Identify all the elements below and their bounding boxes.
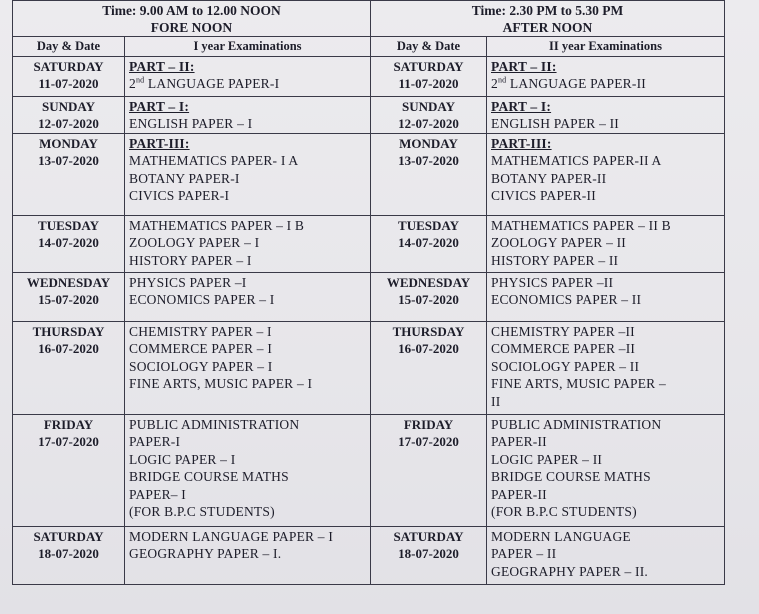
timetable-body bbox=[13, 56, 725, 584]
subjects-first bbox=[125, 272, 371, 321]
day-name: SATURDAY bbox=[33, 528, 104, 544]
subjects-second bbox=[487, 56, 725, 96]
subject-line: PART – I: bbox=[129, 98, 190, 114]
subject-line: PAPER-II bbox=[491, 434, 547, 449]
session-header-row bbox=[13, 1, 725, 37]
col-first-year: I year Examinations bbox=[125, 37, 371, 57]
table-row bbox=[13, 321, 725, 414]
afternoon-time: Time: 2.30 PM to 5.30 PM bbox=[471, 3, 624, 18]
subjects-first bbox=[125, 321, 371, 414]
day-date-second bbox=[371, 414, 487, 526]
day-date-second bbox=[371, 321, 487, 414]
subject-line: GEOGRAPHY PAPER – I. bbox=[129, 546, 282, 561]
forenoon-label: FORE NOON bbox=[150, 20, 233, 35]
subject-line: PAPER– I bbox=[129, 486, 186, 502]
day-date-first bbox=[13, 133, 125, 215]
table-row bbox=[13, 56, 725, 96]
exam-date: 17-07-2020 bbox=[38, 433, 99, 449]
subjects-first bbox=[125, 414, 371, 526]
subject-line: II bbox=[491, 393, 501, 409]
subject-line: PART-III: bbox=[129, 135, 190, 151]
day-name: THURSDAY bbox=[32, 323, 105, 339]
forenoon-header bbox=[13, 1, 371, 37]
exam-timetable bbox=[12, 0, 725, 585]
subject-line: SOCIOLOGY PAPER – II bbox=[491, 358, 640, 374]
day-name: SUNDAY bbox=[42, 98, 95, 114]
day-name: WEDNESDAY bbox=[26, 274, 111, 290]
day-date-first bbox=[13, 414, 125, 526]
exam-date: 15-07-2020 bbox=[38, 291, 99, 307]
day-name: SATURDAY bbox=[393, 528, 464, 544]
subject-text: LANGUAGE PAPER-I bbox=[144, 76, 280, 91]
subject-line: (FOR B.P.C STUDENTS) bbox=[491, 504, 637, 519]
subject-line: PAPER-I bbox=[129, 434, 181, 449]
exam-date: 13-07-2020 bbox=[38, 152, 99, 168]
day-name: TUESDAY bbox=[38, 217, 99, 233]
table-row bbox=[13, 133, 725, 215]
day-date-first bbox=[13, 96, 125, 133]
subjects-second bbox=[487, 133, 725, 215]
table-row bbox=[13, 96, 725, 133]
ordinal-number: 2 bbox=[129, 76, 136, 91]
forenoon-time: Time: 9.00 AM to 12.00 NOON bbox=[102, 3, 281, 18]
subject-line: MODERN LANGUAGE PAPER – I bbox=[129, 528, 334, 544]
subject-line: PAPER – II bbox=[491, 546, 557, 561]
subject-line: BRIDGE COURSE MATHS bbox=[129, 469, 289, 484]
ordinal-suffix: nd bbox=[135, 75, 145, 85]
day-name: MONDAY bbox=[39, 135, 98, 151]
subject-line: COMMERCE PAPER –II bbox=[491, 341, 636, 356]
day-name: FRIDAY bbox=[403, 416, 454, 432]
subject-line: (FOR B.P.C STUDENTS) bbox=[129, 504, 275, 519]
subject-line: GEOGRAPHY PAPER – II. bbox=[491, 563, 648, 579]
day-date-first bbox=[13, 272, 125, 321]
subjects-second bbox=[487, 526, 725, 584]
subjects-first bbox=[125, 96, 371, 133]
exam-date: 18-07-2020 bbox=[38, 545, 99, 561]
subject-line: MATHEMATICS PAPER- I A bbox=[129, 153, 299, 168]
afternoon-label: AFTER NOON bbox=[502, 20, 593, 35]
subject-line: PUBLIC ADMINISTRATION bbox=[491, 416, 662, 432]
day-date-first bbox=[13, 526, 125, 584]
subject-line: CIVICS PAPER-II bbox=[491, 188, 596, 203]
subject-line: ECONOMICS PAPER – II bbox=[491, 292, 642, 307]
day-name: THURSDAY bbox=[392, 323, 465, 339]
day-date-second bbox=[371, 56, 487, 96]
subject-line: FINE ARTS, MUSIC PAPER – I bbox=[129, 376, 313, 391]
subject-line: SOCIOLOGY PAPER – I bbox=[129, 358, 273, 374]
day-name: MONDAY bbox=[399, 135, 458, 151]
exam-date: 14-07-2020 bbox=[38, 234, 99, 250]
col-day-date: Day & Date bbox=[13, 37, 125, 57]
day-date-second bbox=[371, 215, 487, 272]
day-date-first bbox=[13, 321, 125, 414]
subject-line: BRIDGE COURSE MATHS bbox=[491, 469, 651, 484]
exam-date: 15-07-2020 bbox=[398, 291, 459, 307]
subject-line: COMMERCE PAPER – I bbox=[129, 341, 273, 356]
col-day-date-2: Day & Date bbox=[371, 37, 487, 57]
subject-line: ENGLISH PAPER – II bbox=[491, 116, 619, 131]
subject-line: CHEMISTRY PAPER –II bbox=[491, 323, 635, 339]
subject-line bbox=[491, 75, 720, 93]
subject-line: ZOOLOGY PAPER – I bbox=[129, 235, 260, 250]
subject-line: PHYSICS PAPER –I bbox=[129, 274, 247, 290]
subject-line bbox=[129, 75, 366, 93]
exam-date: 11-07-2020 bbox=[398, 75, 459, 91]
subject-line: LOGIC PAPER – II bbox=[491, 451, 603, 467]
day-name: TUESDAY bbox=[398, 217, 459, 233]
subject-line: MODERN LANGUAGE bbox=[491, 528, 631, 544]
subject-line: ZOOLOGY PAPER – II bbox=[491, 235, 626, 250]
subject-line: PART – II: bbox=[491, 58, 557, 74]
subject-line: MATHEMATICS PAPER-II A bbox=[491, 153, 662, 168]
ordinal-number: 2 bbox=[491, 76, 498, 91]
day-date-first bbox=[13, 215, 125, 272]
subjects-first bbox=[125, 215, 371, 272]
subject-line: FINE ARTS, MUSIC PAPER – bbox=[491, 376, 666, 391]
subjects-first bbox=[125, 526, 371, 584]
exam-date: 16-07-2020 bbox=[38, 340, 99, 356]
subject-line: PART – II: bbox=[129, 58, 195, 74]
subjects-first bbox=[125, 56, 371, 96]
exam-date: 17-07-2020 bbox=[398, 433, 459, 449]
subject-line: PHYSICS PAPER –II bbox=[491, 274, 614, 290]
day-name: SATURDAY bbox=[393, 58, 464, 74]
subject-line: ECONOMICS PAPER – I bbox=[129, 292, 275, 307]
table-row bbox=[13, 215, 725, 272]
day-name: WEDNESDAY bbox=[386, 274, 471, 290]
subject-line: HISTORY PAPER – I bbox=[129, 252, 252, 268]
table-row bbox=[13, 272, 725, 321]
subject-line: BOTANY PAPER-II bbox=[491, 170, 607, 186]
subject-line: HISTORY PAPER – II bbox=[491, 252, 619, 268]
ordinal-suffix: nd bbox=[497, 75, 507, 85]
subjects-second bbox=[487, 96, 725, 133]
day-name: SUNDAY bbox=[402, 98, 455, 114]
subjects-second bbox=[487, 215, 725, 272]
day-date-second bbox=[371, 526, 487, 584]
table-row bbox=[13, 414, 725, 526]
day-date-second bbox=[371, 133, 487, 215]
column-header-row bbox=[13, 37, 725, 57]
exam-date: 14-07-2020 bbox=[398, 234, 459, 250]
subjects-second bbox=[487, 414, 725, 526]
subject-line: PART – I: bbox=[491, 98, 552, 114]
exam-date: 12-07-2020 bbox=[398, 115, 459, 131]
day-date-first bbox=[13, 56, 125, 96]
subject-line: MATHEMATICS PAPER – I B bbox=[129, 217, 305, 233]
col-second-year: II year Examinations bbox=[487, 37, 725, 57]
subject-line: PAPER-II bbox=[491, 486, 547, 502]
subject-line: BOTANY PAPER-I bbox=[129, 170, 240, 186]
subjects-first bbox=[125, 133, 371, 215]
subjects-second bbox=[487, 272, 725, 321]
exam-date: 11-07-2020 bbox=[38, 75, 99, 91]
subject-line: CIVICS PAPER-I bbox=[129, 188, 230, 203]
subjects-second bbox=[487, 321, 725, 414]
subject-line: PUBLIC ADMINISTRATION bbox=[129, 416, 300, 432]
subject-line: CHEMISTRY PAPER – I bbox=[129, 323, 272, 339]
exam-date: 18-07-2020 bbox=[398, 545, 459, 561]
day-date-second bbox=[371, 272, 487, 321]
subject-line: ENGLISH PAPER – I bbox=[129, 116, 253, 131]
exam-date: 16-07-2020 bbox=[398, 340, 459, 356]
day-date-second bbox=[371, 96, 487, 133]
day-name: SATURDAY bbox=[33, 58, 104, 74]
day-name: FRIDAY bbox=[43, 416, 94, 432]
subject-text: LANGUAGE PAPER-II bbox=[506, 76, 646, 91]
exam-date: 13-07-2020 bbox=[398, 152, 459, 168]
table-row bbox=[13, 526, 725, 584]
subject-line: LOGIC PAPER – I bbox=[129, 451, 236, 467]
subject-line: PART-III: bbox=[491, 135, 552, 151]
subject-line: MATHEMATICS PAPER – II B bbox=[491, 217, 671, 233]
afternoon-header bbox=[371, 1, 725, 37]
exam-date: 12-07-2020 bbox=[38, 115, 99, 131]
